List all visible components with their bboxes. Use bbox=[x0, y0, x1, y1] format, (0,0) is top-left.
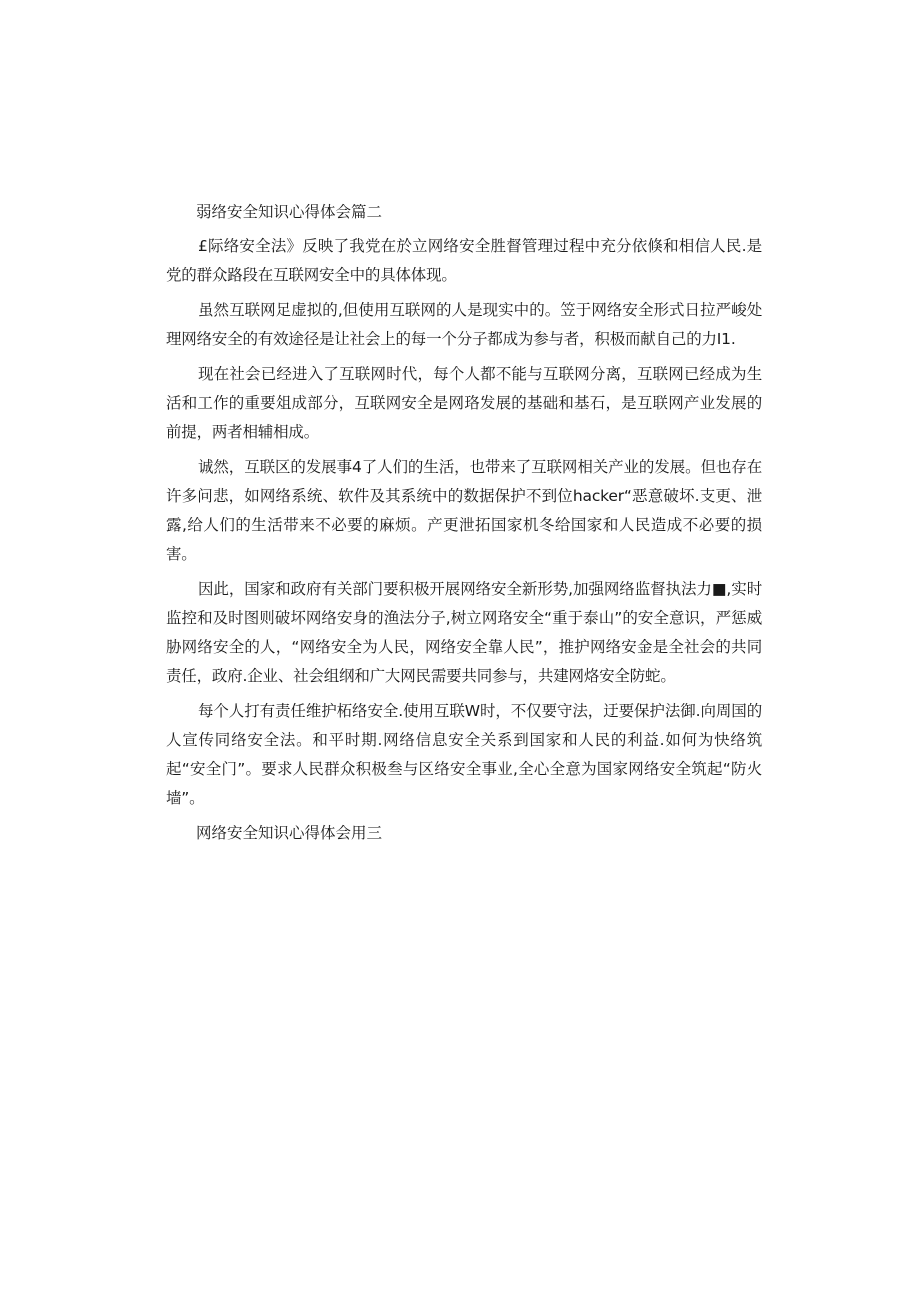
paragraph-3: 现在社会已经进入了互联网时代，每个人都不能与互联网分离，互联网已经成为生活和工作的重要俎成部分，互联网安全是网珞发展的基础和基石，是互联网产业发展的前提，两者相辅相成。 bbox=[166, 365, 762, 441]
section-heading-2: 弱络安全知识心得体会篇二 bbox=[196, 203, 383, 221]
paragraph-4: 诚然，互联区的发展事4了人们的生活，也带来了互联网相关产业的发展。但也存在许多问悲，如网络系统、软件及其系统中的数据保护不到位hacker“恶意破坏.支更、泄露,给人们的生活带来不必要的麻烦。产更泄拓国家机冬给国家和人民造成不必要的损害。 bbox=[166, 458, 762, 563]
paragraph-6: 每个人打有责任维护柘络安全.使用互联W时，不仅要守法，迂要保护法御.向周国的人宣传同络安全法。和平时期.网络信息安全关系到国家和人民的利益.如何为快络筑起“安全门”。要求人民群众积极叁与区络安全事业,全心全意为国家网络安全筑起“防火墙”。 bbox=[166, 702, 762, 807]
document-body bbox=[166, 198, 762, 853]
paragraph-2: 虽然互联网足虚拟的,但使用互联网的人是现实中的。笠于网络安全形式日拉严峻处理网络安全的有效途径是让社会上的每一个分子都成为参与者，积极而献自己的力I1. bbox=[166, 301, 762, 348]
paragraph-1: £际络安全法》反映了我党在於立网络安全胜督管理过程中充分依倏和相信人民.是党的群众路段在互联网安全中的具体体现。 bbox=[166, 237, 762, 284]
section-heading-3: 网络安全知识心得体会用三 bbox=[196, 824, 383, 842]
paragraph-5: 因此，国家和政府有关部门要积极开展网络安全新形势,加强网络监督执法力■,实时监控和及时图则破坏网络安身的渔法分子,树立网珞安全“重于泰山”的安全意识，严惩威胁网络安全的人，“网络安全为人民，网络安全靠人民”，推护网络安金是全社会的共同责任，政府.企业、社会组纲和广大网民需要共同参与，共建网烙安全防蛇。 bbox=[166, 580, 762, 685]
